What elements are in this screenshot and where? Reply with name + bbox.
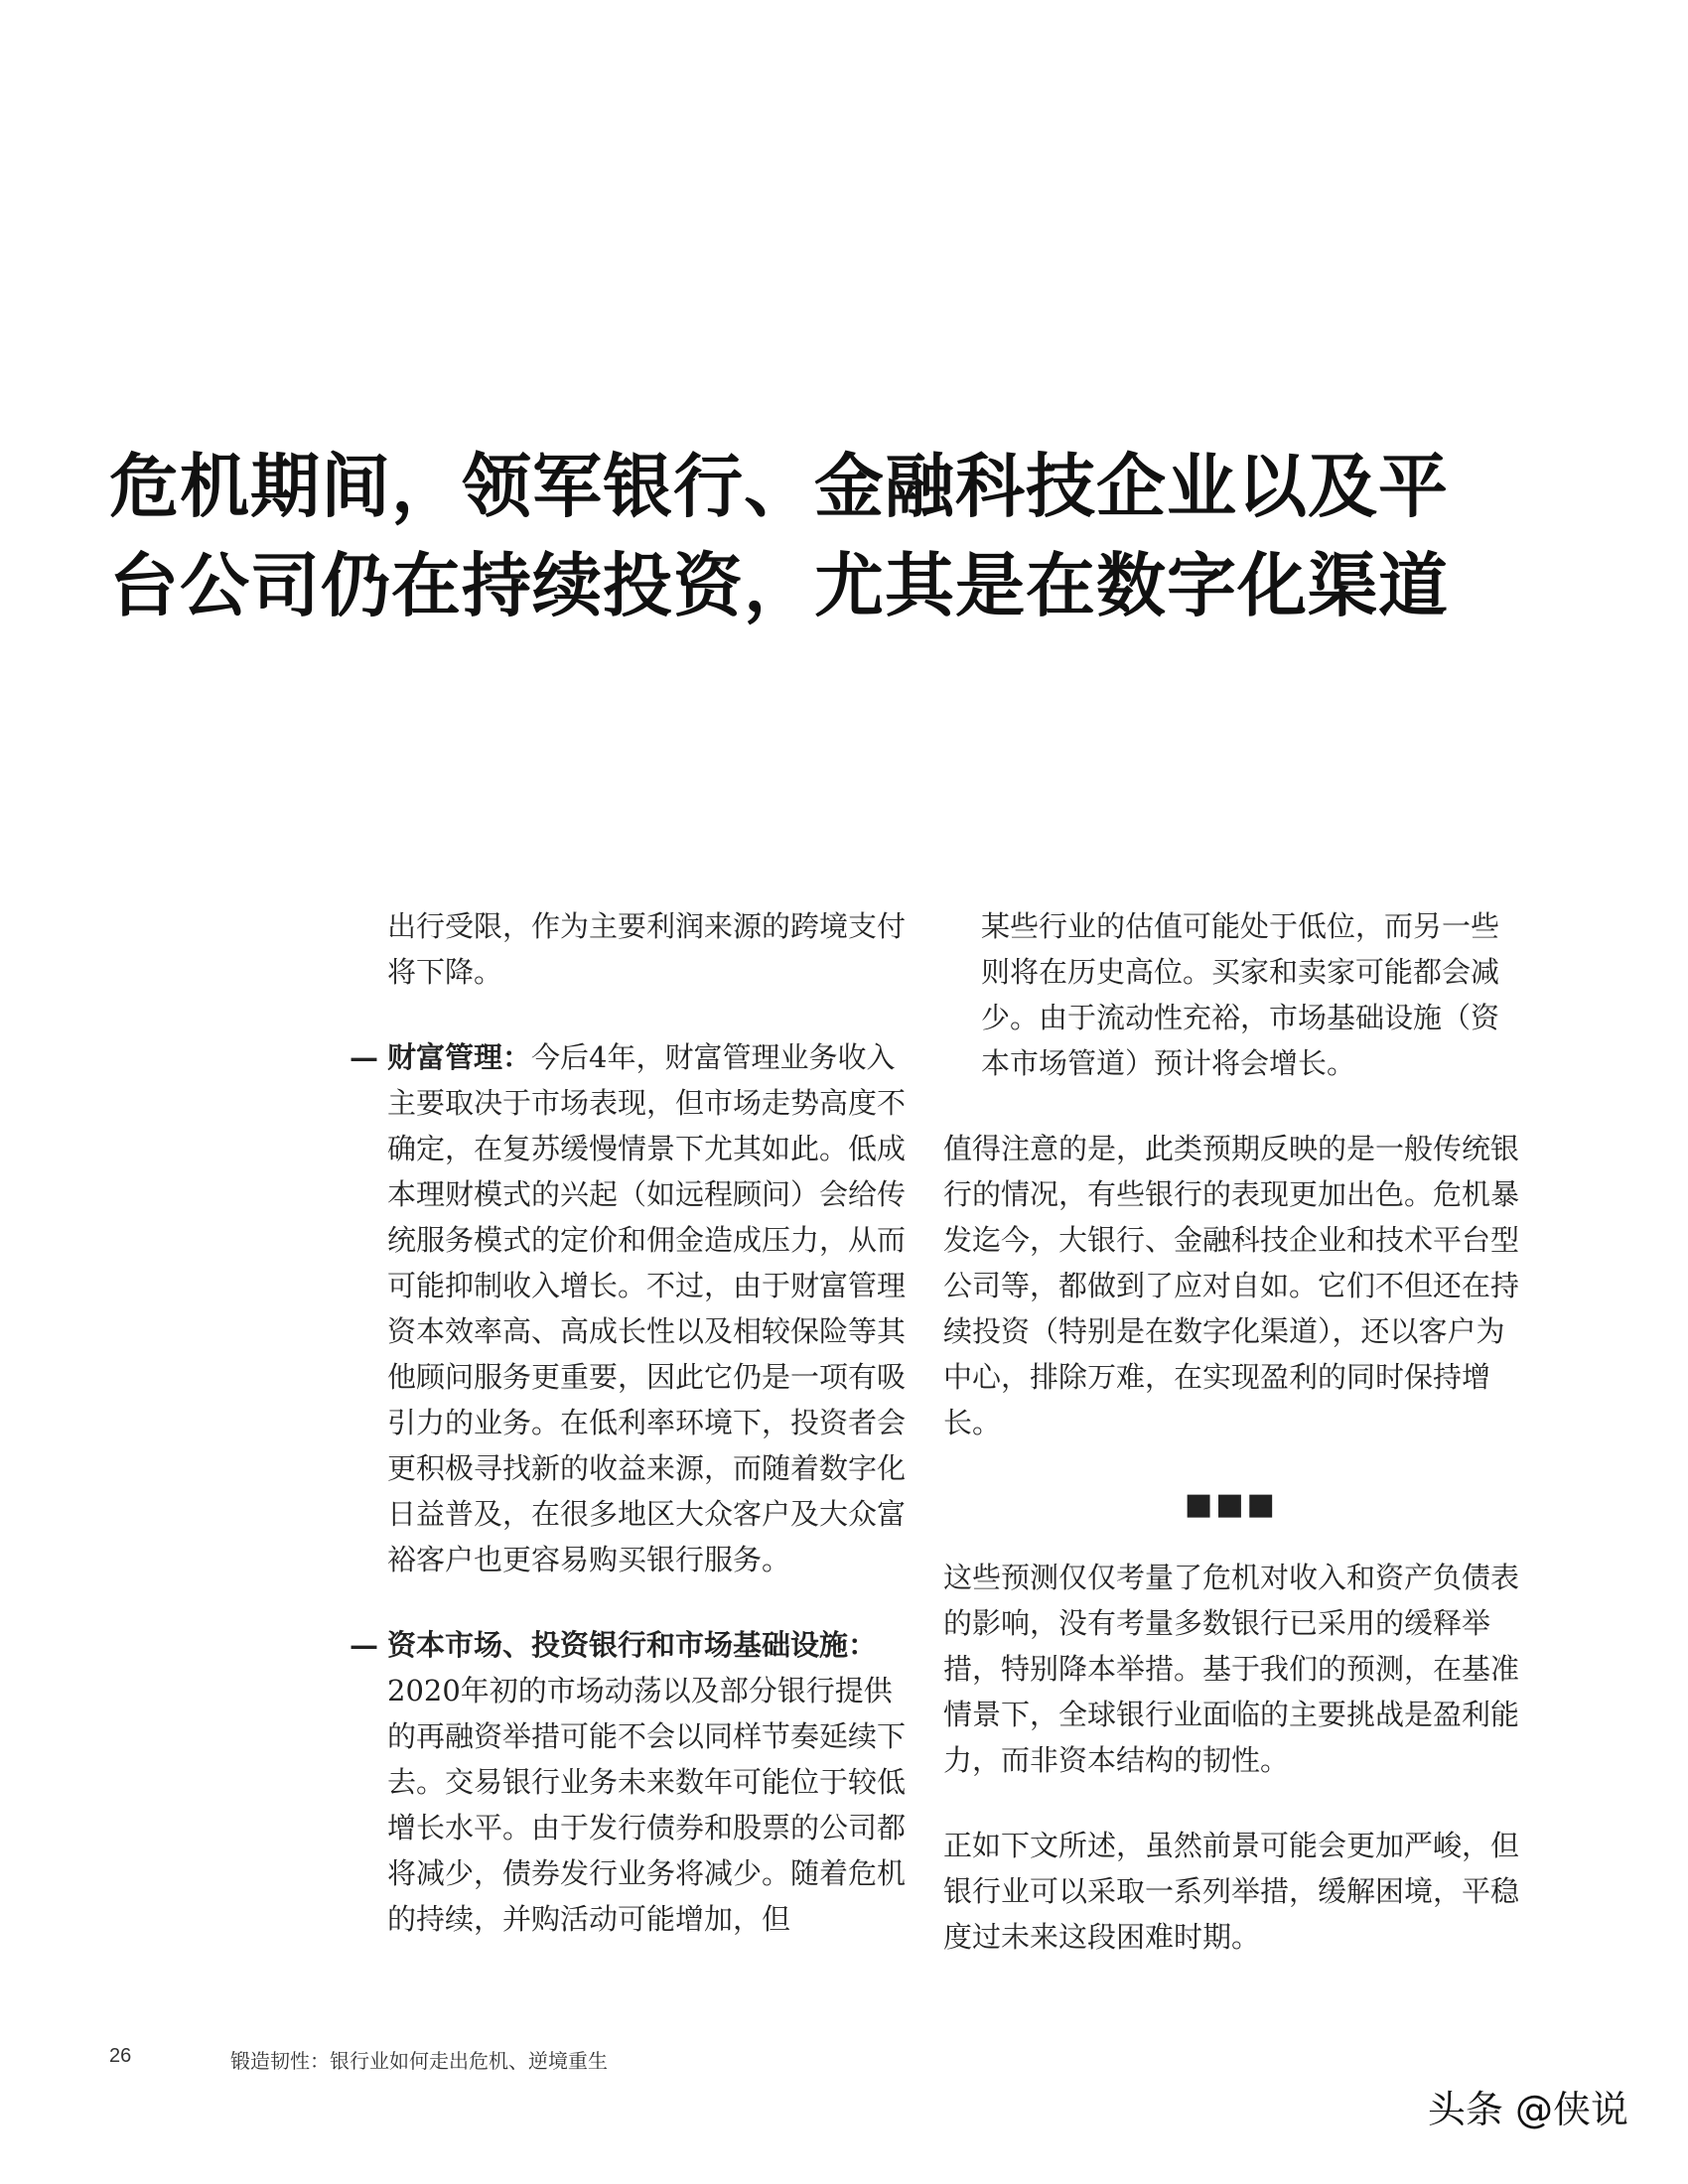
dash-marker: — xyxy=(350,1628,378,1662)
item-text: 今后4年，财富管理业务收入主要取决于市场表现，但市场走势高度不确定，在复苏缓慢情景下尤其如此。低成本理财模式的兴起（如远程顾问）会给传统服务模式的定价和佣金造成压力，从而可能抑制收入增长。不过，由于财富管理资本效率高、高成长性以及相较保险等其他顾问服务更重要，因此它仍是一项有吸引力的业务。在低利率环境下，投资者会更积极寻找新的收益来源，而随着数字化日益普及，在很多地区大众客户及大众富裕客户也更容易购买银行服务。 xyxy=(387,1040,907,1576)
right-paragraph-1: 某些行业的估值可能处于低位，而另一些则将在历史高位。买家和卖家可能都会减少。由于流动性充裕，市场基础设施（资本市场管道）预计将会增长。 xyxy=(981,909,1500,1080)
left-column xyxy=(350,903,906,1981)
item-term: 财富管理： xyxy=(387,1040,532,1074)
right-column xyxy=(943,903,1519,1999)
page-number: 26 xyxy=(109,2045,132,2067)
right-paragraph-3: 这些预测仅仅考量了危机对收入和资产负债表的影响，没有考量多数银行已采用的缓释举措，特别降本举措。基于我们的预测，在基准情景下，全球银行业面临的主要挑战是盈利能力，而非资本结构的韧性。 xyxy=(943,1561,1520,1777)
watermark: 头条 @侠说 xyxy=(1427,2088,1628,2131)
footer-title: 锻造韧性：银行业如何走出危机、逆境重生 xyxy=(230,2049,608,2073)
dash-marker: — xyxy=(350,1040,378,1074)
headline-line-2: 台公司仍在持续投资，尤其是在数字化渠道 xyxy=(109,544,1449,626)
headline-line-1: 危机期间，领军银行、金融科技企业以及平 xyxy=(109,445,1449,527)
capital-markets-item xyxy=(350,1622,906,1942)
wealth-management-item xyxy=(350,1034,906,1582)
page-headline xyxy=(109,437,1499,635)
section-divider: ■■■ xyxy=(1184,1487,1279,1522)
item-term: 资本市场、投资银行和市场基础设施： xyxy=(387,1628,878,1662)
right-paragraph-2: 值得注意的是，此类预期反映的是一般传统银行的情况，有些银行的表现更加出色。危机暴发迄今，大银行、金融科技企业和技术平台型公司等，都做到了应对自如。它们不但还在持续投资（特别是在数字化渠道），还以客户为中心，排除万难，在实现盈利的同时保持增长。 xyxy=(943,1132,1520,1439)
right-paragraph-4: 正如下文所述，虽然前景可能会更加严峻，但银行业可以采取一系列举措，缓解困境，平稳度过未来这段困难时期。 xyxy=(943,1829,1520,1954)
item-text: 2020年初的市场动荡以及部分银行提供的再融资举措可能不会以同样节奏延续下去。交易银行业务未来数年可能位于较低增长水平。由于发行债券和股票的公司都将减少，债券发行业务将减少。随着危机的持续，并购活动可能增加，但 xyxy=(387,1674,907,1936)
left-paragraph-1: 出行受限，作为主要利润来源的跨境支付将下降。 xyxy=(387,909,907,989)
